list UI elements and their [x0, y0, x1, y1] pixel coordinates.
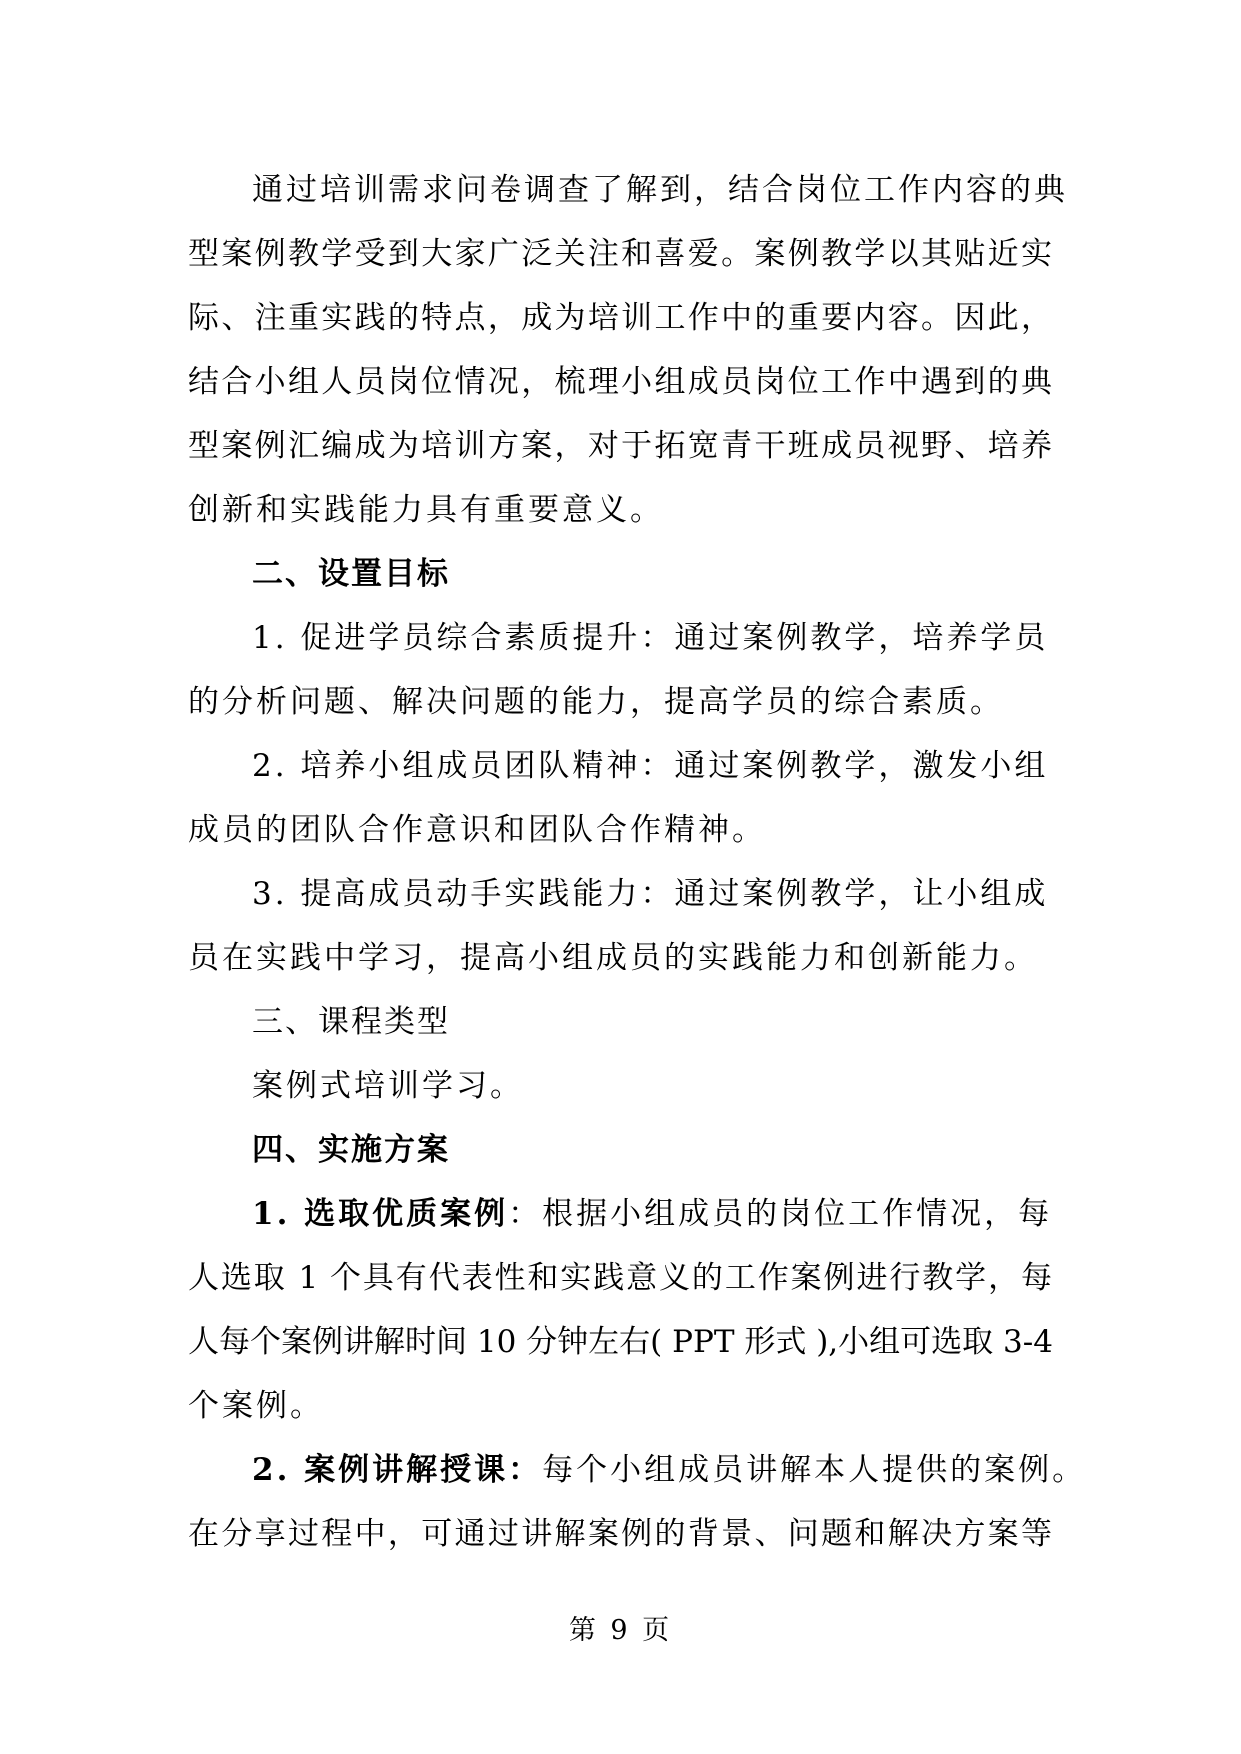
paragraph-line: 案例式培训学习。: [252, 1068, 524, 1104]
paragraph-line: 型案例教学受到大家广泛关注和喜爱。案例教学以其贴近实: [188, 236, 1052, 272]
page-number: 第 9 页: [568, 1615, 673, 1646]
list-item-lead: 2. 案例讲解授课：: [252, 1452, 543, 1488]
section-heading-implementation: 四、实施方案: [252, 1132, 450, 1168]
list-item-line: [188, 1182, 1052, 1246]
list-item-line: 1. 促进学员综合素质提升：通过案例教学，培养学员: [252, 620, 1049, 656]
section-heading-goals: 二、设置目标: [252, 556, 450, 592]
document-body: [188, 158, 1087, 1566]
list-item-line: 在分享过程中，可通过讲解案例的背景、问题和解决方案等: [188, 1516, 1052, 1552]
paragraph-line: 结合小组人员岗位情况，梳理小组成员岗位工作中遇到的典: [188, 364, 1052, 400]
list-item-line: [188, 1438, 1087, 1502]
list-item-line: 成员的团队合作意识和团队合作精神。: [188, 812, 766, 848]
list-item-line: 的分析问题、解决问题的能力，提高学员的综合素质。: [188, 684, 1004, 720]
list-item-line: 2. 培养小组成员团队精神：通过案例教学，激发小组: [252, 748, 1049, 784]
list-item-lead: 1. 选取优质案例: [252, 1196, 509, 1232]
list-item-line: 人每个案例讲解时间 10 分钟左右( PPT 形式 ),小组可选取 3-4: [188, 1324, 1053, 1360]
paragraph-line: 际、注重实践的特点，成为培训工作中的重要内容。因此，: [188, 300, 1052, 336]
list-item-line: 员在实践中学习，提高小组成员的实践能力和创新能力。: [188, 940, 1038, 976]
list-item-line: 3. 提高成员动手实践能力：通过案例教学，让小组成: [252, 876, 1049, 912]
list-item-line: 个案例。: [188, 1388, 324, 1424]
paragraph-line: 通过培训需求问卷调查了解到，结合岗位工作内容的典: [252, 172, 1068, 208]
list-item-text: ：根据小组成员的岗位工作情况，每: [508, 1196, 1053, 1232]
list-item-text: 每个小组成员讲解本人提供的案例。: [542, 1452, 1087, 1488]
list-item-line: 人选取 1 个具有代表性和实践意义的工作案例进行教学，每: [188, 1260, 1052, 1296]
section-heading-course-type: 三、课程类型: [252, 1004, 450, 1040]
paragraph-line: 型案例汇编成为培训方案，对于拓宽青干班成员视野、培养: [188, 428, 1052, 464]
paragraph-line: 创新和实践能力具有重要意义。: [188, 492, 664, 528]
